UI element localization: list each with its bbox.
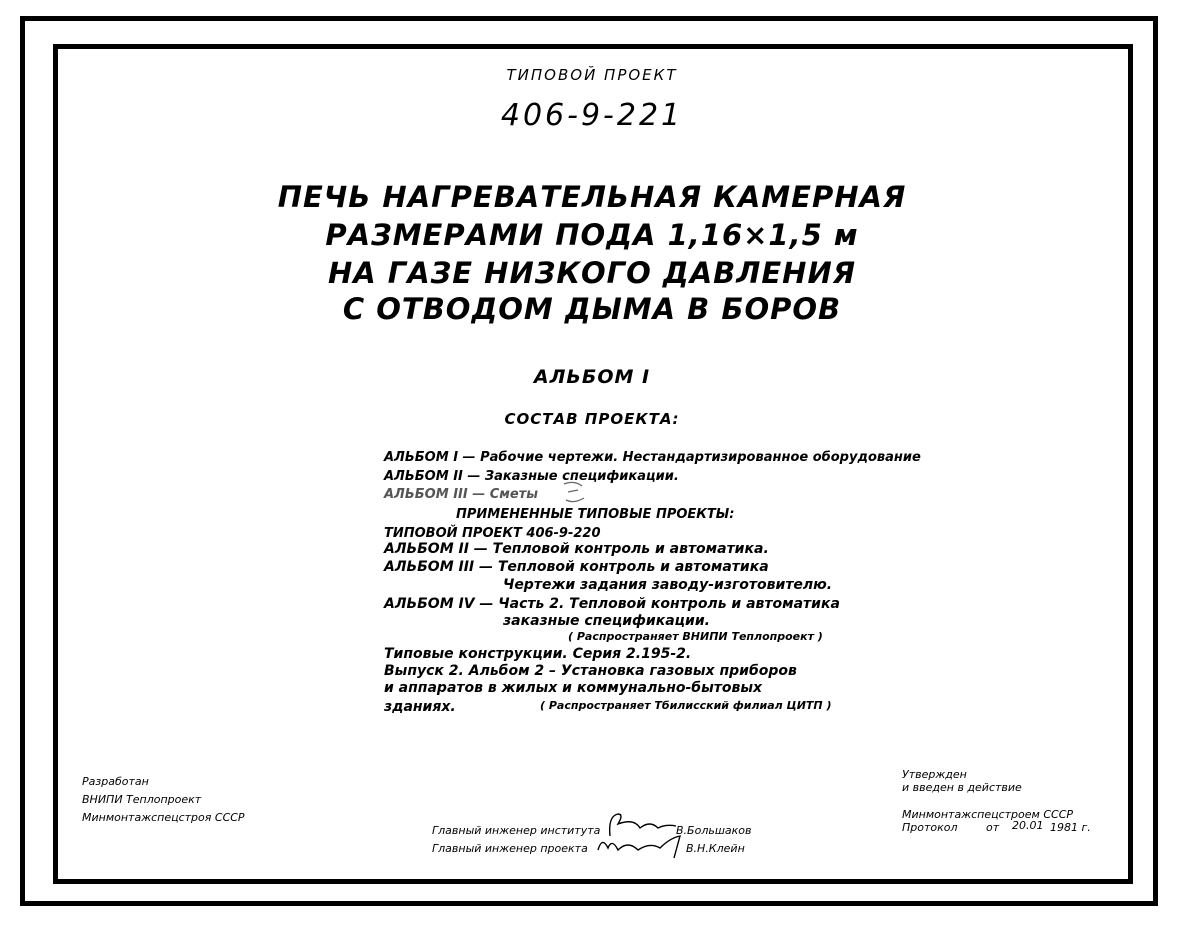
title-line-1: ПЕЧЬ НАГРЕВАТЕЛЬНАЯ КАМЕРНАЯ [277,180,907,214]
applied-project: ТИПОВОЙ ПРОЕКТ 406-9-220 [384,526,601,541]
approval-line-2: и введен в действие [902,781,1022,794]
signature-institute-name: В.Большаков [676,824,752,837]
applied-line-6: ( Распространяет ВНИПИ Теплопроект ) [568,630,823,643]
signature-project-label: Главный инженер проекта [432,842,588,855]
approval-protocol-label: Протокол [902,821,958,834]
composition-item-3: АЛЬБОМ III — Сметы [384,487,539,502]
applied-line-4: АЛЬБОМ IV — Часть 2. Тепловой контроль и автоматика [384,596,840,612]
applied-line-2: АЛЬБОМ III — Тепловой контроль и автоматика [384,559,769,575]
approval-line-1: Утвержден [902,768,967,781]
applied-line-11: ( Распространяет Тбилисский филиал ЦИТП ) [540,699,832,712]
project-type-label: ТИПОВОЙ ПРОЕКТ [506,66,678,84]
signature-project-name: В.Н.Клейн [686,842,745,855]
project-number: 406-9-221 [500,98,684,133]
approval-protocol-year: 1981 г. [1050,821,1091,834]
applied-line-8: Выпуск 2. Альбом 2 – Установка газовых приборов [384,663,797,679]
applied-line-3: Чертежи задания заводу-изготовителю. [503,577,833,593]
approval-protocol-from: от [986,821,1000,834]
signature-project-mark [594,830,690,862]
approval-protocol-date: 20.01 [1012,819,1044,832]
composition-heading: СОСТАВ ПРОЕКТА: [504,410,680,428]
approval-line-3: Минмонтажспецстроем СССР [902,808,1074,821]
developer-line-1: Разработан [82,775,149,788]
developer-line-2: ВНИПИ Теплопроект [82,793,202,806]
applied-heading: ПРИМЕНЕННЫЕ ТИПОВЫЕ ПРОЕКТЫ: [456,507,735,522]
stamp-mark [560,478,588,508]
applied-line-10: зданиях. [384,699,456,715]
signature-institute-label: Главный инженер института [432,824,601,837]
composition-item-2: АЛЬБОМ II — Заказные спецификации. [384,469,679,484]
composition-item-1: АЛЬБОМ I — Рабочие чертежи. Нестандартизированное оборудование [384,450,921,465]
applied-line-1: АЛЬБОМ II — Тепловой контроль и автоматика. [384,541,769,557]
title-line-4: С ОТВОДОМ ДЫМА В БОРОВ [342,292,842,326]
applied-line-5: заказные спецификации. [503,613,710,629]
title-line-3: НА ГАЗЕ НИЗКОГО ДАВЛЕНИЯ [327,256,857,290]
developer-line-3: Минмонтажспецстроя СССР [82,811,245,824]
applied-line-9: и аппаратов в жилых и коммунально-бытовых [384,680,763,696]
album-label: АЛЬБОМ I [533,366,651,388]
title-line-2: РАЗМЕРАМИ ПОДА 1,16×1,5 м [325,218,859,252]
applied-line-7: Типовые конструкции. Серия 2.195-2. [384,646,692,662]
